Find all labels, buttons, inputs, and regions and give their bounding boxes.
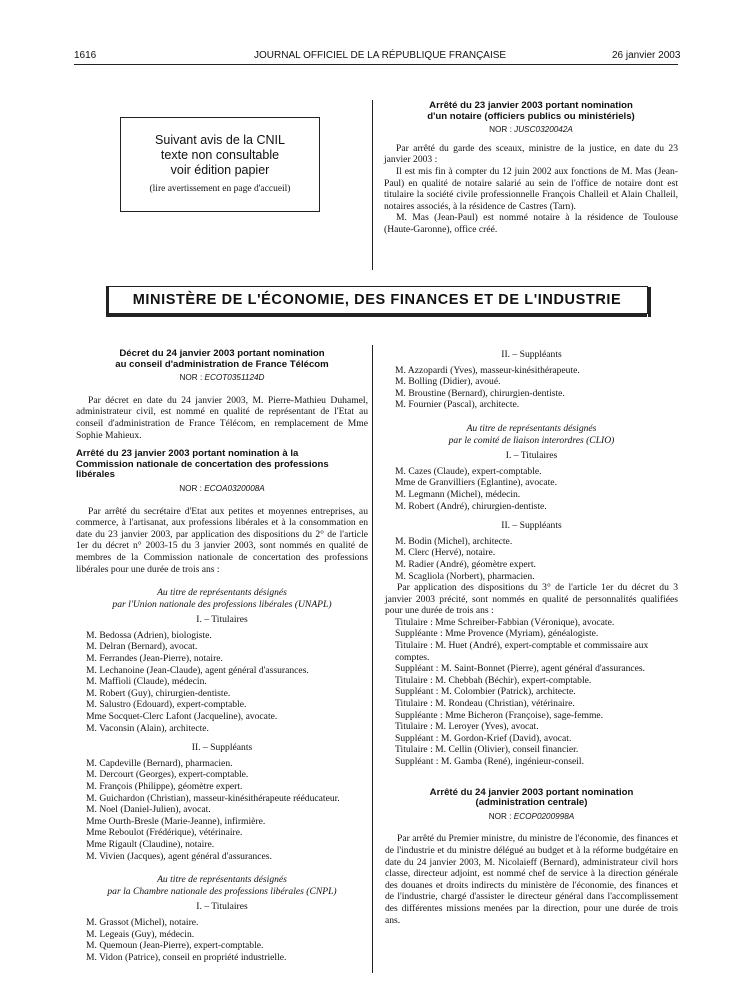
arrete-notaire-nor: NOR : JUSC0320042A	[489, 125, 573, 135]
list-item: M. Vivien (Jacques), agent général d'assurances.	[86, 850, 272, 862]
clio-heading-1: Au titre de représentants désignés	[466, 422, 597, 434]
list-item: M. François (Philippe), géomètre expert.	[86, 781, 243, 792]
arrete-notaire-title-1: Arrêté du 23 janvier 2003 portant nomination	[429, 100, 633, 111]
list-item: M. Capdeville (Bernard), pharmacien.	[86, 757, 233, 769]
decret-title-2: au conseil d'administration de France Télécom	[115, 358, 329, 370]
unapl-heading-1: Au titre de représentants désignés	[157, 587, 287, 599]
commission-paragraph: Par arrêté du secrétaire d'Etat aux petites et moyennes entreprises, au commerce, à l'artisanat, aux professions libérales et à la consommation en date du 23 janvier 2003, par application des dispositions du 2° de l'article 1er du décret n° 2003-15 du 3 janvier 2003, sont nommés en qualité de membres de la Commission nationale de concertation des professions libérales pour une durée de trois ans :	[76, 505, 368, 575]
list-item: M. Legeais (Guy), médecin.	[86, 928, 195, 940]
centrale-paragraph: Par arrêté du Premier ministre, du ministre de l'économie, des finances et de l'industrie et du ministre délégué au budget et à la réforme budgétaire en date du 24 janvier 2003, M. Nicolaieff (Bernard), administrateur civil hors classe, directeur adjoint, est nommé chef de service à la direction générale des douanes et droits indirects du ministère de l'économie, des finances et de l'industrie, chargé d'assister le directeur général dans l'accomplissement des différentes missions menées par la direction, pour une durée de trois ans.	[385, 833, 678, 926]
right-column	[385, 349, 678, 926]
list-item: M. Grassot (Michel), notaire.	[86, 916, 199, 928]
list-item: Titulaire : M. Rondeau (Christian), vétérinaire.	[395, 698, 575, 710]
list-item: Mme Reboulot (Frédérique), vétérinaire.	[86, 827, 243, 839]
journal-title: JOURNAL OFFICIEL DE LA RÉPUBLIQUE FRANÇAISE	[254, 50, 507, 61]
unapl-suppleants-label: II. – Suppléants	[191, 742, 253, 754]
clio-heading-2: par le comité de liaison interordres (CLIO)	[448, 434, 615, 446]
list-item: M. Ferrandes (Jean-Pierre), notaire.	[86, 653, 223, 665]
list-item: M. Quemoun (Jean-Pierre), expert-comptable.	[86, 940, 264, 952]
column-divider-top	[372, 100, 373, 270]
clio-titulaires-label: I. – Titulaires	[505, 450, 558, 462]
list-item: M. Clerc (Hervé), notaire.	[395, 547, 496, 559]
list-item: M. Vaconsin (Alain), architecte.	[86, 722, 209, 734]
clio-suppleants-label: II. – Suppléants	[501, 520, 562, 532]
arrete-notaire-paragraph-1: Par arrêté du garde des sceaux, ministre de la justice, en date du 23 janvier 2003 :	[384, 142, 678, 166]
list-item: M. Salustro (Edouard), expert-comptable.	[86, 699, 247, 711]
list-item: M. Guichardon (Christian), masseur-kinésithérapeute rééducateur.	[86, 792, 340, 804]
list-item: M. Bodin (Michel), architecte.	[395, 535, 513, 547]
cnpl-heading-1: Au titre de représentants désignés	[157, 874, 287, 886]
left-column	[76, 349, 368, 963]
list-item: Suppléante : Mme Provence (Myriam), généalogiste.	[395, 628, 599, 640]
cnil-line-2: texte non consultable	[160, 148, 280, 162]
list-item: M. Scagliola (Norbert), pharmacien.	[395, 570, 535, 582]
list-item: Mme Socquet-Clerc Lafont (Jacqueline), avocate.	[86, 711, 278, 723]
qualified-paragraph: Par application des dispositions du 3° de l'article 1er du décret du 3 janvier 2003 précité, sont nommés en qualité de personnalités qualifiées pour une durée de trois ans :	[385, 582, 678, 617]
centrale-title-1: Arrêté du 24 janvier 2003 portant nomination	[429, 786, 634, 798]
cnil-line-3: voir édition papier	[170, 163, 270, 177]
column-divider-main	[372, 345, 373, 973]
page-number: 1616	[74, 50, 97, 61]
centrale-title-2: (administration centrale)	[475, 797, 588, 809]
list-item: Titulaire : M. Huet (André), expert-comptable et commissaire aux comptes.	[395, 640, 649, 663]
list-item: Suppléant : M. Gamba (René), ingénieur-conseil.	[395, 756, 584, 767]
header-date: 26 janvier 2003	[612, 50, 681, 61]
ministry-banner-text: MINISTÈRE DE L'ÉCONOMIE, DES FINANCES ET DE L'INDUSTRIE	[132, 292, 622, 308]
commission-title-3: libérales	[76, 469, 115, 481]
list-item: M. Vidon (Patrice), conseil en propriété industrielle.	[86, 951, 287, 963]
decret-paragraph: Par décret en date du 24 janvier 2003, M. Pierre-Mathieu Duhamel, administrateur civil, est nommé en qualité de représentant de l'Etat au conseil d'administration de France Télécom, en remplacement de Mme Sophie Mahieux.	[76, 394, 368, 441]
list-item: M. Delran (Bernard), avocat.	[86, 641, 198, 653]
cnil-notice-box	[120, 117, 320, 212]
decret-title-1: Décret du 24 janvier 2003 portant nomination	[119, 348, 325, 359]
list-item: Mme Rigault (Claudine), notaire.	[86, 838, 215, 850]
list-item: Suppléant : M. Saint-Bonnet (Pierre), agent général d'assurances.	[395, 663, 646, 675]
list-item: M. Dercourt (Georges), expert-comptable.	[86, 769, 249, 781]
list-item: M. Robert (Guy), chirurgien-dentiste.	[86, 687, 231, 699]
commission-title-1: Arrêté du 23 janvier 2003 portant nomination à la	[76, 448, 299, 460]
list-item: Titulaire : M. Leroyer (Yves), avocat.	[395, 721, 539, 733]
list-item: M. Robert (André), chirurgien-dentiste.	[395, 500, 547, 512]
arrete-notaire-paragraph-3: M. Mas (Jean-Paul) est nommé notaire à la résidence de Toulouse (Haute-Garonne), office créé.	[384, 212, 678, 235]
list-item: M. Bolling (Didier), avoué.	[395, 376, 501, 388]
header-rule	[74, 64, 678, 65]
list-item: M. Maffioli (Claude), médecin.	[86, 676, 207, 688]
list-item: M. Legmann (Michel), médecin.	[395, 488, 521, 500]
centrale-nor: NOR : ECOP0200998A	[488, 811, 575, 821]
list-item: M. Fournier (Pascal), architecte.	[395, 399, 520, 411]
list-item: Mme de Granvilliers (Eglantine), avocate.	[395, 477, 557, 489]
cnpl-heading-2: par la Chambre nationale des professions libérales (CNPL)	[107, 885, 337, 897]
cnil-line-1: Suivant avis de la CNIL	[155, 133, 285, 147]
cnpl-titulaires-label: I. – Titulaires	[196, 901, 248, 913]
list-item: M. Bedossa (Adrien), biologiste.	[86, 629, 212, 641]
arrete-notaire-title-2: d'un notaire (officiers publics ou ministériels)	[427, 110, 635, 122]
list-item: Suppléant : M. Colombier (Patrick), architecte.	[395, 686, 576, 698]
list-item: Titulaire : M. Cellin (Olivier), conseil financier.	[395, 744, 579, 756]
list-item: Mme Ourth-Bresle (Marie-Jeanne), infirmière.	[86, 815, 266, 827]
list-item: Titulaire : Mme Schreiber-Fabbian (Véronique), avocate.	[395, 616, 615, 628]
list-item: M. Lechanoine (Jean-Claude), agent général d'assurances.	[86, 664, 309, 676]
list-item: Suppléant : M. Gordon-Krief (David), avocat.	[395, 732, 572, 744]
cnil-note: (lire avertissement en page d'accueil)	[149, 184, 291, 194]
list-item: Suppléante : Mme Bicheron (Françoise), sage-femme.	[395, 709, 604, 721]
list-item: M. Azzopardi (Yves), masseur-kinésithérapeute.	[395, 364, 580, 376]
ministry-banner	[106, 286, 648, 314]
unapl-heading-2: par l'Union nationale des professions libérales (UNAPL)	[112, 598, 332, 610]
cnpl-suppleants-label: II. – Suppléants	[501, 349, 562, 360]
decret-nor: NOR : ECOT0351124D	[179, 373, 265, 383]
arrete-notaire-section	[384, 101, 678, 236]
unapl-titulaires-label: I. – Titulaires	[196, 614, 248, 626]
list-item: M. Radier (André), géomètre expert.	[395, 558, 536, 570]
arrete-notaire-paragraph-2: Il est mis fin à compter du 12 juin 2002 aux fonctions de M. Mas (Jean-Paul) en qualité de notaire salarié au sein de l'office de notaire dont est titulaire la société civile professionnelle François Challeil et Alain Challeil, notaires associés, à la résidence de Castres (Tarn).	[384, 165, 678, 212]
commission-nor: NOR : ECOA0320008A	[179, 483, 265, 493]
commission-title-2: Commission nationale de concertation des professions	[76, 458, 329, 470]
list-item: Titulaire : M. Chebbah (Béchir), expert-comptable.	[395, 674, 592, 686]
list-item: M. Noel (Daniel-Julien), avocat.	[86, 804, 211, 816]
list-item: M. Broustine (Bernard), chirurgien-dentiste.	[395, 387, 565, 399]
list-item: M. Cazes (Claude), expert-comptable.	[395, 465, 542, 477]
